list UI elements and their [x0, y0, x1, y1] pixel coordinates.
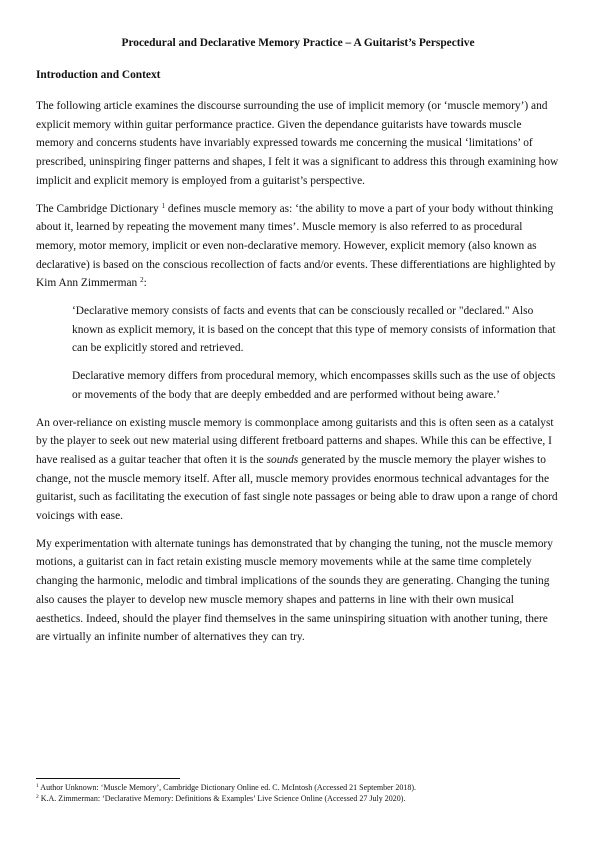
document-page — [36, 34, 560, 656]
footnote-divider — [36, 778, 180, 779]
footnote-number: 2 — [36, 794, 39, 800]
paragraph-definition — [36, 200, 560, 294]
paragraph-definition-text: The Cambridge Dictionary — [36, 202, 162, 215]
paragraph-reliance — [36, 414, 560, 526]
emphasis-sounds: sounds — [266, 453, 299, 466]
footnotes — [36, 778, 560, 804]
paragraph-reliance-text: generated by the muscle memory the player wishes to change, not the muscle memory itself. After all, muscle memory provides enormous technical advantages for the guitarist, such as facilitating the execution of fast single note passages or being able to draw upon a range of chord voicings with ease. — [36, 453, 558, 523]
footnote-ref-2: 2 — [140, 276, 144, 285]
paragraph-tunings: My experimentation with alternate tunings has demonstrated that by changing the tuning, not the muscle memory motions, a guitarist can in fact retain existing muscle memory movements while at the same time completely changing the harmonic, melodic and timbral implications of the sounds they are generating. Changing the tuning also causes the player to develop new muscle memory shapes and patterns in line with their own musical aesthetics. Indeed, should the player find themselves in the same uninspiring situation with another tuning, there are virtually an infinite number of alternatives they can try. — [36, 537, 553, 644]
footnote-text: Author Unknown: ‘Muscle Memory’, Cambridge Dictionary Online ed. C. McIntosh (Accessed 21 September 2018). — [38, 783, 417, 792]
document-title: Procedural and Declarative Memory Practice – A Guitarist’s Perspective — [121, 37, 475, 49]
footnote-ref-1: 1 — [161, 201, 166, 210]
paragraph-reliance-text: An over-reliance on existing muscle memory is commonplace among guitarists and this is often seen as a catalyst by the player to seek out new material using different fretboard patterns and shapes. While this can be effective, I have realised as a guitar teacher that often it is the — [36, 416, 554, 466]
paragraph-definition-text: defines muscle memory as: ‘the ability to move a part of your body without thinking about it, learned by repeating the movement many times’. Muscle memory is also referred to as procedural memory, motor memory, implicit or even non-declarative memory. However, explicit memory (also known as declarative) is based on the conscious recollection of facts and/or events. These differentiations are highlighted by Kim Ann Zimmerman — [36, 202, 556, 290]
block-quote-1: ‘Declarative memory consists of facts and events that can be consciously recalled or "declared." Also known as explicit memory, it is based on the concept that this type of memory consists of information that can be explicitly stored and retrieved. — [72, 305, 556, 355]
paragraph-intro: The following article examines the discourse surrounding the use of implicit memory (or ‘muscle memory’) and explicit memory within guitar performance practice. Given the dependance guitarists have towards muscle memory and concerns students have invariably expressed towards me concerning the musical ‘limitations’ of prescribed, uninspiring finger patterns and shapes, I felt it was a significant to address this through examining how implicit and explicit memory is employed from a guitarist’s perspective. — [36, 100, 559, 187]
paragraph-definition-text: : — [143, 277, 147, 290]
footnote-1 — [36, 782, 560, 793]
footnote-number: 1 — [36, 783, 39, 789]
section-heading: Introduction and Context — [36, 69, 161, 81]
footnote-text: K.A. Zimmerman: ‘Declarative Memory: Definitions & Examples’ Live Science Online (Accessed 27 July 2020). — [38, 794, 406, 803]
footnote-2 — [36, 793, 560, 804]
block-quote-2: Declarative memory differs from procedural memory, which encompasses skills such as the use of objects or movements of the body that are deeply embedded and are performed without being aware.’ — [72, 370, 556, 401]
